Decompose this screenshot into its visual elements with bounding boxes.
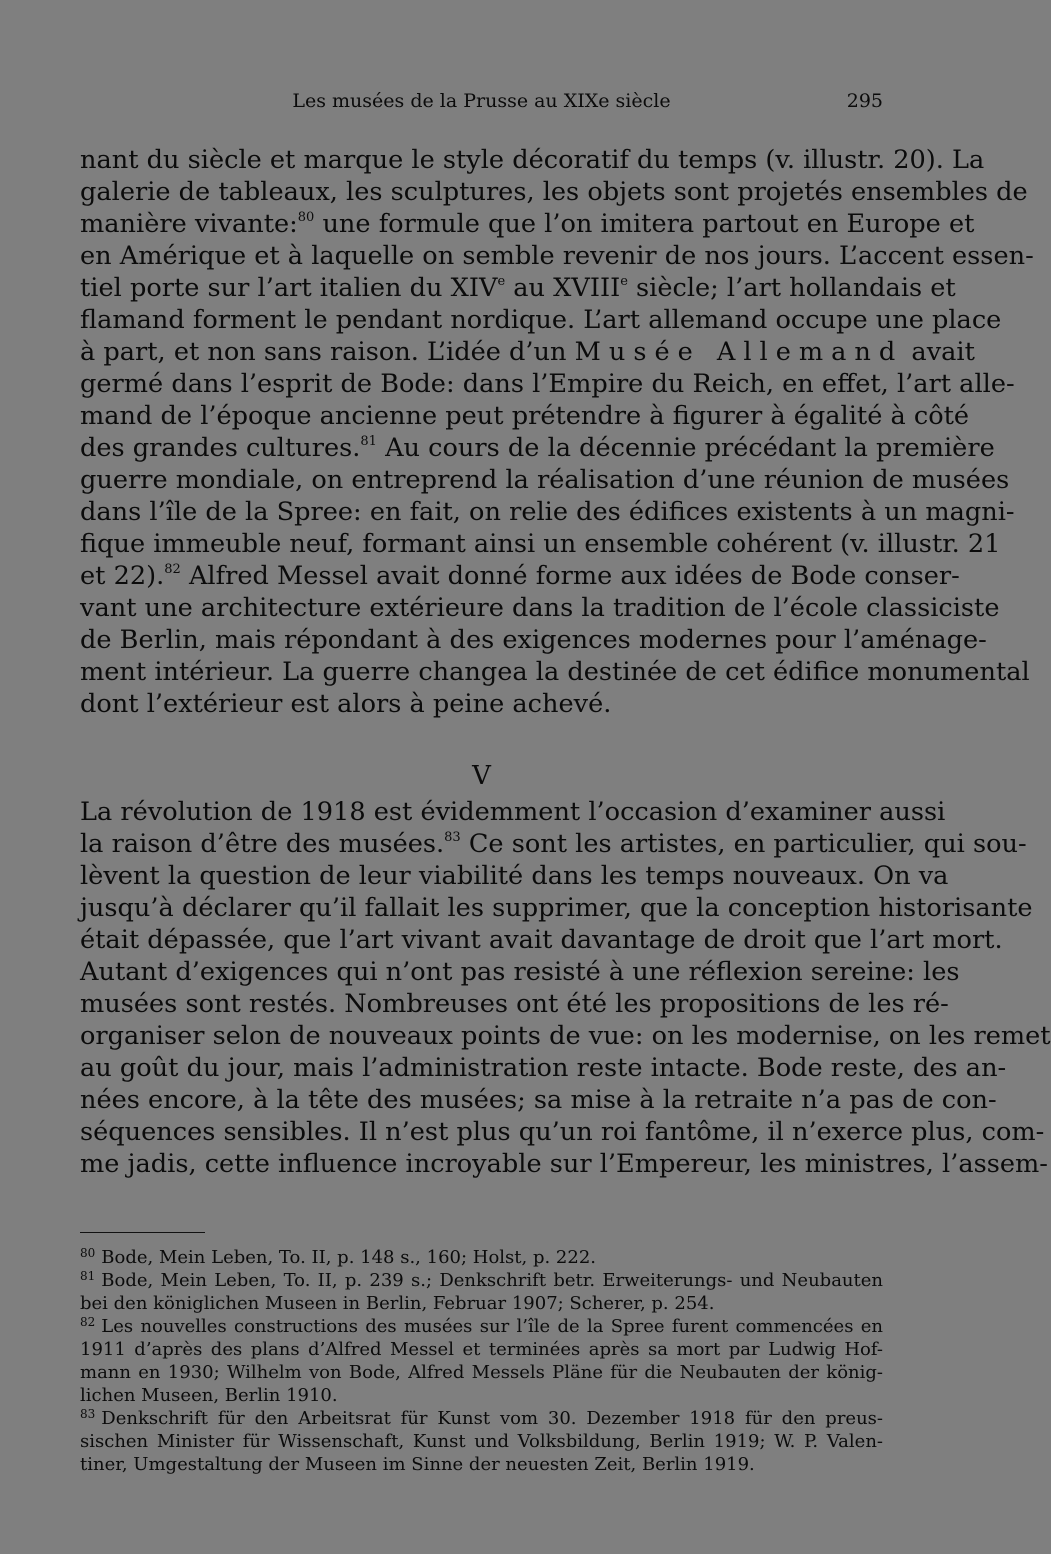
text-segment: Ce sont les artistes, en particulier, qui sou- — [460, 829, 1027, 859]
text-line: dont l’extérieur est alors à peine achevé. — [80, 689, 612, 719]
paragraph-1 — [80, 144, 1034, 720]
text-line: nées encore, à la tête des musées; sa mise à la retraite n’a pas de con- — [80, 1085, 997, 1115]
section-heading: V — [472, 761, 491, 791]
text-segment: la raison d’être des musées. — [80, 829, 445, 859]
footnote-number: 81 — [80, 1269, 96, 1283]
text-line: organiser selon de nouveaux points de vue: on les modernise, on les remet — [80, 1021, 1051, 1051]
footnote-text: Bode, Mein Leben, To. II, p. 148 s., 160; Holst, p. 222. — [101, 1247, 597, 1268]
footnote-reference: e — [497, 274, 506, 289]
text-segment: à part, et non sans raison. L’idée d’un — [80, 337, 575, 367]
document-page — [80, 0, 1051, 1554]
text-segment: au XVIII — [505, 273, 621, 303]
footnote-reference: 81 — [360, 434, 377, 449]
text-segment: Au cours de la décennie précédant la première — [376, 433, 995, 463]
footnote-text: Bode, Mein Leben, To. II, p. 239 s.; Denkschrift betr. Erweiterungs- und Neubauten — [101, 1270, 883, 1291]
footnote-text: mann en 1930; Wilhelm von Bode, Alfred Messels Pläne für die Neubauten der könig- — [80, 1362, 883, 1383]
running-title: Les musées de la Prusse au XIXe siècle — [292, 90, 671, 112]
text-line: ment intérieur. La guerre changea la destinée de cet édifice monumental — [80, 657, 1030, 687]
paragraph-2 — [80, 796, 1051, 1180]
footnote-line — [80, 1292, 883, 1315]
footnote-text: Denkschrift für den Arbeitsrat für Kunst vom 30. Dezember 1918 für den preus- — [101, 1408, 883, 1429]
body-text — [80, 144, 1051, 1180]
footnote-line — [80, 1269, 883, 1292]
footnote-divider — [80, 1232, 205, 1233]
text-line: fique immeuble neuf, formant ainsi un ensemble cohérent (v. illustr. 21 — [80, 529, 1001, 559]
text-line: au goût du jour, mais l’administration reste intacte. Bode reste, des an- — [80, 1053, 1007, 1083]
text-line — [80, 560, 960, 592]
text-line: La révolution de 1918 est évidemment l’occasion d’examiner aussi — [80, 797, 946, 827]
footnotes — [80, 1246, 883, 1476]
text-line: Autant d’exigences qui n’ont pas resisté à une réflexion sereine: les — [80, 957, 960, 987]
text-line: en Amérique et à laquelle on semble revenir de nos jours. L’accent essen- — [80, 241, 1034, 271]
footnote-line — [80, 1246, 883, 1269]
text-line: mand de l’époque ancienne peut prétendre à figurer à égalité à côté — [80, 401, 970, 431]
text-line — [80, 336, 975, 368]
text-line: était dépassée, que l’art vivant avait davantage de droit que l’art mort. — [80, 925, 1003, 955]
text-segment: et 22). — [80, 561, 165, 591]
text-line: séquences sensibles. Il n’est plus qu’un roi fantôme, il n’exerce plus, com- — [80, 1117, 1045, 1147]
text-line: galerie de tableaux, les sculptures, les objets sont projetés ensembles de — [80, 177, 1028, 207]
footnote-line — [80, 1430, 883, 1453]
footnote-line — [80, 1453, 883, 1476]
text-segment: des grandes cultures. — [80, 433, 361, 463]
footnote-line — [80, 1407, 883, 1430]
text-segment: tiel porte sur l’art italien du XIV — [80, 273, 498, 303]
page-number: 295 — [846, 90, 883, 112]
footnote-line — [80, 1315, 883, 1338]
footnote-text: 1911 d’après des plans d’Alfred Messel et terminées après sa mort par Ludwig Hof- — [80, 1339, 883, 1360]
text-line: nant du siècle et marque le style décoratif du temps (v. illustr. 20). La — [80, 145, 985, 175]
text-line: vant une architecture extérieure dans la tradition de l’école classiciste — [80, 593, 1000, 623]
footnote-text: Les nouvelles constructions des musées sur l’île de la Spree furent commencées en — [101, 1316, 883, 1337]
text-segment: avait — [903, 337, 975, 367]
footnote-reference: 80 — [297, 210, 315, 225]
text-line: me jadis, cette influence incroyable sur l’Empereur, les ministres, l’assem- — [80, 1149, 1048, 1179]
footnote-text: bei den königlichen Museen in Berlin, Februar 1907; Scherer, p. 254. — [80, 1293, 715, 1314]
text-line: musées sont restés. Nombreuses ont été les propositions de les ré- — [80, 989, 949, 1019]
text-line: guerre mondiale, on entreprend la réalisation d’une réunion de musées — [80, 465, 1010, 495]
footnote-text: tiner, Umgestaltung der Museen im Sinne der neuesten Zeit, Berlin 1919. — [80, 1454, 755, 1475]
text-line: germé dans l’esprit de Bode: dans l’Empire du Reich, en effet, l’art alle- — [80, 369, 1015, 399]
emphasized-text: Musée Allemand — [574, 337, 904, 367]
footnote-text: sischen Minister für Wissenschaft, Kunst und Volksbildung, Berlin 1919; W. P. Valen- — [80, 1431, 883, 1452]
footnote-line — [80, 1384, 883, 1407]
text-line: dans l’île de la Spree: en fait, on relie des édifices existents à un magni- — [80, 497, 1015, 527]
footnote-number: 82 — [80, 1315, 96, 1329]
text-segment: siècle; l’art hollandais et — [627, 273, 956, 303]
text-line: flamand forment le pendant nordique. L’art allemand occupe une place — [80, 305, 1002, 335]
footnote-text: lichen Museen, Berlin 1910. — [80, 1385, 338, 1406]
text-line: de Berlin, mais répondant à des exigences modernes pour l’aménage- — [80, 625, 987, 655]
text-segment: une formule que l’on imitera partout en Europe et — [314, 209, 975, 239]
footnote-number: 80 — [80, 1246, 96, 1260]
text-line — [80, 828, 1027, 860]
footnote-reference: 83 — [444, 830, 461, 845]
text-line — [80, 432, 995, 464]
text-line: jusqu’à déclarer qu’il fallait les supprimer, que la conception historisante — [80, 893, 1033, 923]
footnote-line — [80, 1361, 883, 1384]
footnote-reference: 82 — [164, 562, 181, 577]
text-line — [80, 208, 975, 240]
footnote-reference: e — [620, 274, 628, 289]
page-header — [80, 86, 883, 118]
text-line: lèvent la question de leur viabilité dans les temps nouveaux. On va — [80, 861, 949, 891]
text-segment: manière vivante: — [80, 209, 298, 239]
text-line — [80, 272, 956, 304]
footnote-line — [80, 1338, 883, 1361]
text-segment: Alfred Messel avait donné forme aux idées de Bode conser- — [180, 561, 960, 591]
footnote-number: 83 — [80, 1407, 96, 1421]
